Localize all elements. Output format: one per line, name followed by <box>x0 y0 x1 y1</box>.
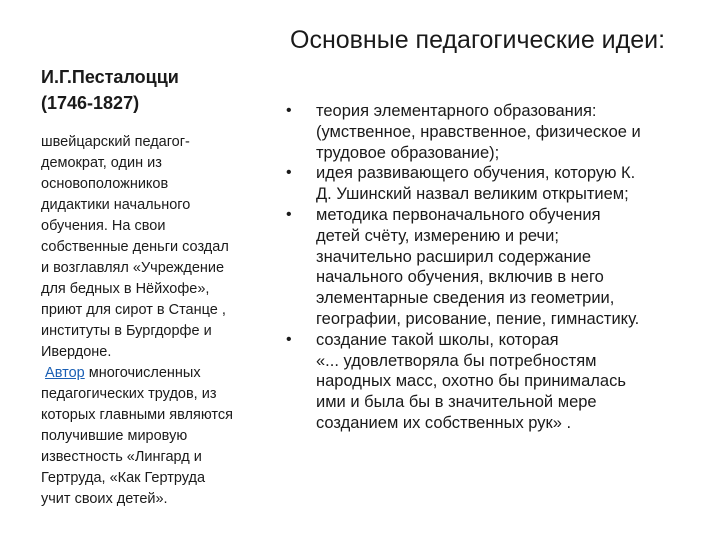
bio-line: получившие мировую <box>41 428 188 444</box>
bullet-icon: • <box>286 205 292 223</box>
idea-line: созданием их собственных рук» . <box>316 413 572 432</box>
bio-line: Гертруда, «Как Гертруда <box>41 470 206 486</box>
idea-line: начального обучения, включив в него <box>316 268 604 287</box>
bio-line: приют для сирот в Станце , <box>41 302 226 318</box>
bio-line: известность «Лингард и <box>41 449 202 465</box>
bio-line: дидактики начального <box>41 197 191 213</box>
idea-item <box>286 101 706 163</box>
bullet-icon: • <box>286 164 292 182</box>
person-panel <box>41 64 276 510</box>
person-years: (1746-1827) <box>41 93 140 113</box>
bio-line: основоположников <box>41 176 169 192</box>
idea-line: значительно расширил содержание <box>316 247 592 266</box>
bio-line: для бедных в Нёйхофе», <box>41 281 210 297</box>
idea-line: географии, рисование, пение, гимнастику. <box>316 309 640 328</box>
bio-line: которых главными являются <box>41 407 233 423</box>
biography <box>41 132 276 510</box>
idea-line: создание такой школы, которая <box>316 330 559 349</box>
ideas-list <box>286 101 706 434</box>
idea-line: методика первоначального обучения <box>316 205 601 224</box>
idea-line: идея развивающего обучения, которую К. <box>316 164 636 183</box>
idea-line: Д. Ушинский назвал великим открытием; <box>316 185 629 204</box>
idea-line: «... удовлетворяла бы потребностям <box>316 351 597 370</box>
idea-item <box>286 163 706 205</box>
idea-line: теория элементарного образования: <box>316 102 597 120</box>
person-name: И.Г.Песталоцци <box>41 67 179 87</box>
bio-line: институты в Бургдорфе и <box>41 323 212 339</box>
bullet-icon: • <box>286 102 292 119</box>
ideas-panel <box>286 101 706 434</box>
bio-author-rest: многочисленных <box>84 365 201 381</box>
slide-title: Основные педагогические идеи: <box>290 26 666 54</box>
bio-line: учит своих детей». <box>41 491 168 507</box>
bio-line: швейцарский педагог- <box>41 134 190 150</box>
idea-line: ими и была бы в значительной мере <box>316 393 597 412</box>
bio-line: Ивердоне. <box>41 344 112 360</box>
bio-line: и возглавлял «Учреждение <box>41 260 225 276</box>
idea-line: элементарные сведения из геометрии, <box>316 289 615 308</box>
idea-item <box>286 205 706 330</box>
idea-line: детей счёту, измерению и речи; <box>316 226 559 245</box>
idea-item <box>286 330 706 434</box>
author-link[interactable]: Автор <box>45 365 85 381</box>
bio-line: педагогических трудов, из <box>41 386 217 402</box>
bio-author-line <box>41 363 276 384</box>
bio-line: собственные деньги создал <box>41 239 229 255</box>
idea-line: трудовое образование); <box>316 143 500 162</box>
bio-line: демократ, один из <box>41 155 162 171</box>
idea-line: (умственное, нравственное, физическое и <box>316 122 641 141</box>
idea-line: народных масс, охотно бы принималась <box>316 372 626 391</box>
bullet-icon: • <box>286 330 292 348</box>
bio-line: обучения. На свои <box>41 218 166 234</box>
